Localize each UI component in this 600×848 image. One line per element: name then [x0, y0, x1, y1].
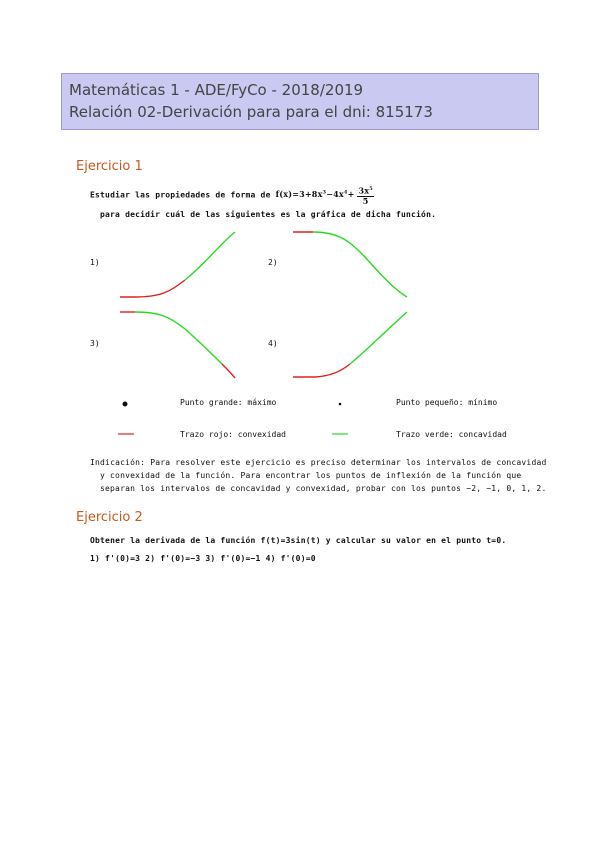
graph-1-convex-segment	[120, 280, 185, 297]
header-course: Matemáticas 1 - ADE/FyCo - 2018/2019	[69, 81, 364, 99]
hint-line-1: Indicación: Para resolver este ejercicio es preciso determinar los intervalos de concavidad	[90, 458, 547, 467]
legend-small-point: Punto pequeño: mínimo	[396, 398, 498, 407]
graph-4-concave-segment	[350, 312, 407, 364]
exercise1-statement	[90, 185, 374, 206]
graph-1	[110, 222, 250, 307]
graph-2-concave-segment	[313, 232, 407, 297]
formula-fraction-den: 5	[362, 195, 369, 206]
formula-plus: +	[347, 189, 355, 200]
exercise1-title: Ejercicio 1	[76, 159, 143, 174]
formula-exp1: 3	[322, 189, 327, 196]
formula-num-base: 3x	[358, 185, 370, 196]
graph-1-concave-segment	[185, 232, 235, 280]
formula-f: f	[275, 189, 280, 200]
graph-3-convex-segment-end	[222, 364, 235, 378]
graph-3	[110, 302, 250, 387]
legend-green-stroke: Trazo verde: concavidad	[396, 430, 507, 439]
graph-label-4: 4)	[268, 339, 278, 348]
formula-var: (x)	[279, 189, 293, 200]
graph-4-convex-segment	[293, 364, 350, 377]
formula-fraction	[357, 185, 373, 206]
legend-big-point: Punto grande: máximo	[180, 398, 277, 407]
graph-2	[285, 222, 420, 307]
graph-4	[285, 302, 420, 387]
exercise2-title: Ejercicio 2	[76, 510, 143, 525]
formula-num-exp: 5	[369, 186, 373, 192]
big-point-icon	[120, 399, 130, 409]
legend-red-stroke: Trazo rojo: convexidad	[180, 430, 286, 439]
exercise2-options: 1) f'(0)=3 2) f'(0)=−3 3) f'(0)=−1 4) f'(0)=0	[90, 554, 316, 563]
graph-label-1: 1)	[90, 258, 100, 267]
header-box	[61, 73, 539, 130]
formula-fraction-num	[357, 185, 373, 197]
exercise1-statement-suffix: para decidir cuál de las siguientes es la gráfica de dicha función.	[100, 210, 437, 219]
statement-prefix: Estudiar las propiedades de forma de	[90, 190, 271, 200]
formula-exp2: 4	[343, 189, 348, 196]
header-relation: Relación 02-Derivación para para el dni: 815173	[69, 103, 433, 121]
formula	[275, 185, 374, 206]
formula-mid: −4x	[326, 189, 344, 200]
hint-line-3: separan los intervalos de concavidad y convexidad, probar con los puntos −2, −1, 0, 1, 2.	[100, 484, 547, 493]
red-stroke-icon	[118, 431, 136, 437]
graph-label-3: 3)	[90, 339, 100, 348]
hint-line-2: y convexidad de la función. Para encontrar los puntos de inflexión de la función que	[100, 471, 522, 480]
graph-3-concave-segment	[135, 312, 222, 364]
formula-body: =3+8x	[292, 189, 323, 200]
exercise2-statement: Obtener la derivada de la función f(t)=3sin(t) y calcular su valor en el punto t=0.	[90, 536, 507, 545]
graph-label-2: 2)	[268, 258, 278, 267]
small-point-icon	[336, 400, 344, 408]
green-stroke-icon	[332, 431, 350, 437]
